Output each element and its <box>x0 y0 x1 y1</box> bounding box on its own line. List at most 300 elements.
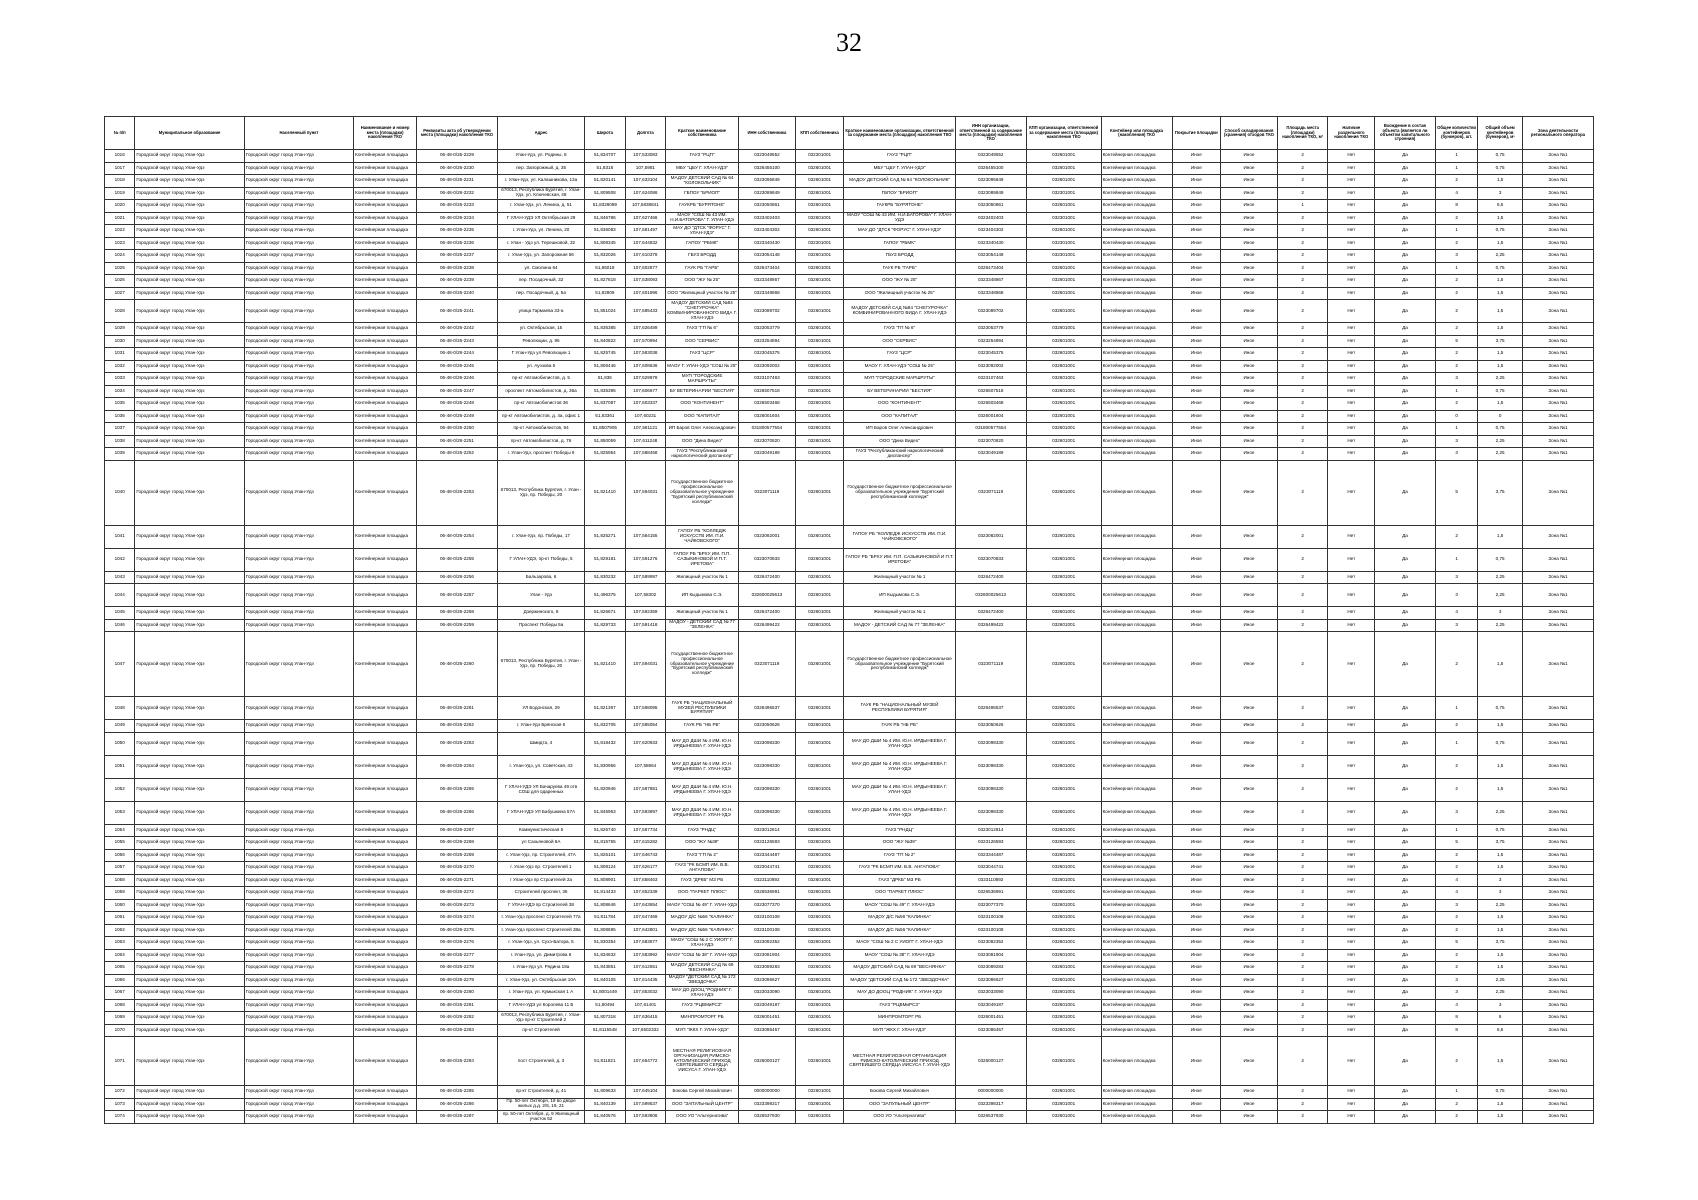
table-cell: Государственное бюджетное профессиональное образовательное учреждение "Бурятский республиканский колледж" <box>844 632 955 697</box>
table-cell: Контейнерная площадка <box>354 987 417 1000</box>
table-cell: Иное <box>1221 1037 1278 1086</box>
table-cell: Городской округ город Улан-Удэ <box>244 999 353 1012</box>
table-cell: Городской округ город Улан-Удэ <box>135 200 244 213</box>
table-row <box>105 287 1594 300</box>
table-cell: Городской округ город Улан-Удэ <box>244 212 353 225</box>
table-cell: Нет <box>1328 275 1375 288</box>
table-cell: 06-48-0/26-2266 <box>416 801 497 824</box>
table-cell: Иное <box>1172 348 1221 361</box>
table-cell: Нет <box>1328 1012 1375 1025</box>
table-cell: 107,592359 <box>625 607 666 620</box>
table-cell: 107,608636 <box>625 360 666 373</box>
table-cell: Нет <box>1328 335 1375 348</box>
table-cell: 06-48-0/26-2272 <box>416 887 497 900</box>
table-cell: 0323344487 <box>739 849 796 862</box>
table-cell: 0326499422 <box>739 619 796 632</box>
table-cell: 032601001 <box>1026 571 1101 584</box>
table-cell: 2 <box>1435 348 1478 361</box>
table-cell: 1067 <box>105 987 135 1000</box>
table-cell: Иное <box>1221 323 1278 336</box>
table-cell: Городской округ город Улан-Удэ <box>135 275 244 288</box>
table-cell: Нет <box>1328 150 1375 163</box>
table-cell: Зона №1 <box>1522 949 1593 962</box>
table-cell: Да <box>1375 423 1436 436</box>
table-cell: МАДОУ Д/С №56 "КАЛИНКА" <box>844 912 955 925</box>
table-cell: 032601001 <box>1026 755 1101 778</box>
table-cell: Иное <box>1172 755 1221 778</box>
table-cell: 06-48-0/26-2256 <box>416 571 497 584</box>
table-cell: 032601001 <box>1026 778 1101 801</box>
table-cell: улица Гармаева 33-а <box>497 300 584 323</box>
table-cell: 06-48-0/26-2287 <box>416 1111 497 1124</box>
table-cell: Да <box>1375 778 1436 801</box>
table-cell: 107,529978 <box>625 373 666 386</box>
table-cell: 0326503468 <box>955 398 1026 411</box>
table-cell: 06-48-0/26-2268 <box>416 837 497 850</box>
table-cell: 032601001 <box>1026 162 1101 175</box>
table-row <box>105 1111 1594 1124</box>
table-cell: 5 <box>1435 335 1478 348</box>
table-cell: Городской округ город Улан-Удэ <box>244 607 353 620</box>
table-cell: 0323082352 <box>739 937 796 950</box>
table-cell: Зона №1 <box>1522 225 1593 238</box>
table-cell: 1027 <box>105 287 135 300</box>
table-cell: Нет <box>1328 448 1375 461</box>
table-cell: Городской округ город Улан-Удэ <box>135 150 244 163</box>
table-cell: Зона №1 <box>1522 924 1593 937</box>
table-cell: Городской округ город Улан-Удэ <box>135 1111 244 1124</box>
table-cell: 107,652339 <box>625 887 666 900</box>
table-cell: Иное <box>1221 887 1278 900</box>
table-cell: 2 <box>1435 1111 1478 1124</box>
table-cell: 1,5 <box>1478 1098 1523 1111</box>
table-cell: Иное <box>1172 937 1221 950</box>
table-cell: 2 <box>1277 887 1328 900</box>
column-header: Контейнер или площадка (накопления) ТКО <box>1101 117 1172 150</box>
table-cell: МАУ ДО ДШИ № 4 ИМ. Ю.Н. ИРДЫНЕЕВА Г. УЛАН-УДЭ <box>666 778 739 801</box>
table-cell: 032601001 <box>795 212 844 225</box>
table-cell: 0323089702 <box>955 300 1026 323</box>
table-cell: Городской округ город Улан-Удэ <box>135 584 244 607</box>
table-cell: Улан-Удэ, ул. Родины, 8 <box>497 150 584 163</box>
table-cell: 51,811784 <box>585 912 626 925</box>
table-cell: 0326001451 <box>955 1012 1026 1025</box>
table-cell: 1,5 <box>1478 755 1523 778</box>
table-cell: Да <box>1375 1086 1436 1099</box>
table-cell: 032601001 <box>1026 525 1101 548</box>
table-cell: 032601001 <box>1026 150 1101 163</box>
table-cell: Да <box>1375 755 1436 778</box>
table-cell: 4 <box>1435 874 1478 887</box>
table-cell: 032601001 <box>795 619 844 632</box>
table-cell: 1 <box>1435 423 1478 436</box>
table-cell: 06-48-0/26-2271 <box>416 874 497 887</box>
table-cell: Зона №1 <box>1522 778 1593 801</box>
table-cell: 107,583992 <box>625 949 666 962</box>
table-cell: 2 <box>1277 335 1328 348</box>
table-cell: 032601001 <box>1026 460 1101 525</box>
table-cell: Да <box>1375 801 1436 824</box>
table-cell: Да <box>1375 250 1436 263</box>
table-cell: 032601001 <box>795 937 844 950</box>
table-cell: 2 <box>1277 837 1328 850</box>
table-cell: 2 <box>1435 398 1478 411</box>
table-cell: 0323340430 <box>739 237 796 250</box>
table-cell: Контейнерная площадка <box>354 360 417 373</box>
table-cell: 3 <box>1435 899 1478 912</box>
table-cell: ГАПОУ РБ "КОЛЛЕДЖ ИСКУССТВ ИМ. П.И. ЧАЙКОВСКОГО" <box>844 525 955 548</box>
table-cell: г. Улан-Удэ, ул. Сухэ-Батора, 5 <box>497 937 584 950</box>
table-cell: Да <box>1375 150 1436 163</box>
table-cell: 6,5 <box>1478 1024 1523 1037</box>
table-cell: г. Улан-Удэ пр. Строителей 1 <box>497 862 584 875</box>
table-cell: 1 <box>1435 162 1478 175</box>
table-cell: 1023 <box>105 237 135 250</box>
table-row <box>105 423 1594 436</box>
table-cell: Контейнерная площадка <box>354 435 417 448</box>
table-cell: Да <box>1375 385 1436 398</box>
table-cell: 06-48-0/26-2230 <box>416 162 497 175</box>
table-cell: Контейнерная площадка <box>354 385 417 398</box>
table-cell: 2 <box>1277 619 1328 632</box>
table-cell: 032601001 <box>1026 1012 1101 1025</box>
table-cell: Иное <box>1221 187 1278 200</box>
table-cell: 032601001 <box>795 1012 844 1025</box>
table-cell: Да <box>1375 732 1436 755</box>
table-cell: 06-48-0/26-2248 <box>416 398 497 411</box>
table-cell: 3,75 <box>1478 937 1523 950</box>
table-cell: 2 <box>1277 778 1328 801</box>
table-cell: Городской округ город Улан-Удэ <box>135 619 244 632</box>
table-cell: 0326507518 <box>955 385 1026 398</box>
column-header: КПП организации, ответственной за содержание места (площадки) накопления ТКО <box>1026 117 1101 150</box>
table-cell: 06-48-0/26-2261 <box>416 697 497 720</box>
table-cell: Городской округ город Улан-Удэ <box>244 175 353 188</box>
table-cell: ГАУЗ "Республиканский наркологический диспансер" <box>666 448 739 461</box>
table-cell: 032601001 <box>1026 423 1101 436</box>
table-row <box>105 874 1594 887</box>
table-cell: 06-48-0/26-2233 <box>416 200 497 213</box>
table-cell: Иное <box>1172 912 1221 925</box>
table-cell: Иное <box>1172 619 1221 632</box>
table-cell: 107,642801 <box>625 924 666 937</box>
table-cell: Контейнерная площадка <box>1101 373 1172 386</box>
table-cell: 0326536991 <box>739 887 796 900</box>
table-cell: Городской округ город Улан-Удэ <box>135 862 244 875</box>
table-cell: Коммунистическая 5 <box>497 824 584 837</box>
table-cell: Контейнерная площадка <box>1101 187 1172 200</box>
table-cell: 2 <box>1277 175 1328 188</box>
table-cell: 1,5 <box>1478 287 1523 300</box>
table-cell: Контейнерная площадка <box>354 584 417 607</box>
table-cell: Городской округ город Улан-Удэ <box>135 824 244 837</box>
table-cell: 107,633104 <box>625 175 666 188</box>
table-cell: 3 <box>1435 373 1478 386</box>
table-cell: 06-48-0/26-2238 <box>416 262 497 275</box>
table-cell: Контейнерная площадка <box>1101 874 1172 887</box>
column-header: Площадь места (площадки) накопления ТКО, м² <box>1277 117 1328 150</box>
table-cell: Зона №1 <box>1522 912 1593 925</box>
table-cell: Зона №1 <box>1522 632 1593 697</box>
table-cell: Городской округ город Улан-Удэ <box>244 348 353 361</box>
table-cell: МАДОУ ДЕТСКИЙ САД №84 "СНЕГУРОЧКА" КОМБИНИРОВАННОГО ВИДА Г. УЛАН-УДЭ <box>844 300 955 323</box>
table-cell: Нет <box>1328 874 1375 887</box>
table-cell: Контейнерная площадка <box>1101 237 1172 250</box>
table-cell: Зона №1 <box>1522 348 1593 361</box>
table-cell: 032601001 <box>795 1024 844 1037</box>
table-cell: Контейнерная площадка <box>354 619 417 632</box>
table-cell: 51,826740 <box>585 824 626 837</box>
table-cell: 0326455100 <box>739 162 796 175</box>
table-row <box>105 162 1594 175</box>
table-cell: Контейнерная площадка <box>1101 460 1172 525</box>
table-cell: 06-48-0/26-2286 <box>416 1098 497 1111</box>
table-cell: 2 <box>1277 237 1328 250</box>
table-cell: Городской округ город Улан-Удэ <box>244 410 353 423</box>
table-cell: 1068 <box>105 999 135 1012</box>
table-row <box>105 175 1594 188</box>
table-row <box>105 187 1594 200</box>
table-cell: Г УЛАН-УДЭ пр Строителей 38 <box>497 899 584 912</box>
table-cell: Нет <box>1328 460 1375 525</box>
table-cell: 0323089702 <box>739 300 796 323</box>
table-cell: 0323095849 <box>739 175 796 188</box>
table-cell: 2 <box>1435 849 1478 862</box>
table-cell: Городской округ город Улан-Удэ <box>135 262 244 275</box>
table-cell: 2 <box>1435 924 1478 937</box>
table-cell: Иное <box>1221 755 1278 778</box>
table-cell: 0323398317 <box>739 1098 796 1111</box>
table-cell: ГАУЗ "РК БСМП ИМ. В.В. АНГАПОВА" <box>844 862 955 875</box>
table-cell: БУ ВЕТЕРИНАРИИ "БЕСТИЯ" <box>666 385 739 398</box>
table-cell: 2 <box>1277 448 1328 461</box>
table-cell: Контейнерная площадка <box>1101 899 1172 912</box>
table-cell: Зона №1 <box>1522 385 1593 398</box>
table-cell: ООО УО "Альтернатива" <box>666 1111 739 1124</box>
table-cell: 1038 <box>105 435 135 448</box>
table-cell: Иное <box>1221 423 1278 436</box>
table-cell: 0 <box>1435 410 1478 423</box>
table-cell: 2 <box>1277 755 1328 778</box>
table-cell: Контейнерная площадка <box>354 423 417 436</box>
table-cell: 1,5 <box>1478 1037 1523 1086</box>
table-cell: ООО "ЗАПУЛЬНЫЙ ЦЕНТР" <box>844 1098 955 1111</box>
table-cell: 1 <box>1435 150 1478 163</box>
table-cell: Зона №1 <box>1522 1012 1593 1025</box>
table-cell: Контейнерная площадка <box>354 1037 417 1086</box>
table-row <box>105 837 1594 850</box>
table-cell: 107,60231 <box>625 410 666 423</box>
table-cell: 107,593897 <box>625 801 666 824</box>
table-cell: Иное <box>1221 1024 1278 1037</box>
table-cell: 06-48-0/26-2231 <box>416 175 497 188</box>
table-cell: 0323044741 <box>739 862 796 875</box>
table-cell: Иное <box>1172 373 1221 386</box>
column-header: Зона деятельности регионального оператора <box>1522 117 1593 150</box>
table-cell: Городской округ город Улан-Удэ <box>135 732 244 755</box>
table-cell: Контейнерная площадка <box>1101 548 1172 571</box>
table-cell: 2 <box>1277 874 1328 887</box>
table-cell: 2 <box>1277 373 1328 386</box>
table-row <box>105 410 1594 423</box>
table-cell: 1051 <box>105 755 135 778</box>
table-cell: 1 <box>1435 262 1478 275</box>
table-cell: Иное <box>1172 697 1221 720</box>
table-cell: Контейнерная площадка <box>354 448 417 461</box>
table-cell: Городской округ город Улан-Удэ <box>135 949 244 962</box>
table-cell: Нет <box>1328 435 1375 448</box>
table-cell: 032601001 <box>1026 619 1101 632</box>
table-cell: 2 <box>1277 360 1328 373</box>
table-cell: 2 <box>1435 360 1478 373</box>
table-cell: Контейнерная площадка <box>354 962 417 975</box>
table-cell: 51,845953 <box>585 801 626 824</box>
table-cell: 032601001 <box>1026 225 1101 238</box>
table-cell: Да <box>1375 999 1436 1012</box>
table-cell: Иное <box>1221 335 1278 348</box>
table-cell: 0323344487 <box>955 849 1026 862</box>
table-cell: Контейнерная площадка <box>354 250 417 263</box>
table-cell: Иное <box>1221 974 1278 987</box>
table-cell: 0323404302 <box>739 225 796 238</box>
table-cell: Иное <box>1221 899 1278 912</box>
table-cell: 1019 <box>105 187 135 200</box>
table-cell: Контейнерная площадка <box>1101 1012 1172 1025</box>
table-cell: Иное <box>1172 212 1221 225</box>
table-cell: Иное <box>1172 632 1221 697</box>
table-row <box>105 887 1594 900</box>
table-cell: Государственное бюджетное профессиональное образовательное учреждение "Бурятский республиканский колледж" <box>666 632 739 697</box>
table-cell: Контейнерная площадка <box>1101 525 1172 548</box>
table-cell: Да <box>1375 720 1436 733</box>
table-cell: Городской округ город Улан-Удэ <box>244 937 353 950</box>
table-cell: Нет <box>1328 949 1375 962</box>
table-cell: Нет <box>1328 360 1375 373</box>
table-cell: Иное <box>1172 237 1221 250</box>
table-cell: Контейнерная площадка <box>354 849 417 862</box>
table-cell: Зона №1 <box>1522 373 1593 386</box>
table-cell: Контейнерная площадка <box>354 778 417 801</box>
table-cell: 2 <box>1277 423 1328 436</box>
table-cell: 670013, Республика Бурятия, г. Улан-Удэ пр-кт Строителей 2 <box>497 1012 584 1025</box>
table-cell: Городской округ город Улан-Удэ <box>244 335 353 348</box>
table-cell: Контейнерная площадка <box>1101 632 1172 697</box>
table-cell: 032601001 <box>1026 632 1101 697</box>
table-cell: Иное <box>1221 619 1278 632</box>
table-cell: 51,821367 <box>585 697 626 720</box>
table-cell: 1026 <box>105 275 135 288</box>
table-cell: Да <box>1375 1012 1436 1025</box>
table-cell: 06-48-0/26-2242 <box>416 323 497 336</box>
table-cell: Иное <box>1172 924 1221 937</box>
table-cell: Иное <box>1221 999 1278 1012</box>
table-cell: Контейнерная площадка <box>1101 801 1172 824</box>
table-cell: 032601001 <box>795 250 844 263</box>
table-cell: пер. Посадочный, 32 <box>497 275 584 288</box>
table-cell: Иное <box>1221 225 1278 238</box>
table-cell: 3 <box>1435 448 1478 461</box>
table-cell: 107,645104 <box>625 1086 666 1099</box>
table-cell: 51,846786 <box>585 212 626 225</box>
table-cell: ГАУЗ "ГП № 6" <box>844 323 955 336</box>
table-cell: 0323049189 <box>739 448 796 461</box>
table-cell: 2 <box>1277 732 1328 755</box>
table-cell: Городской округ город Улан-Удэ <box>135 778 244 801</box>
table-cell: 51,829181 <box>585 548 626 571</box>
table-cell: Городской округ город Улан-Удэ <box>135 874 244 887</box>
table-cell: Контейнерная площадка <box>1101 697 1172 720</box>
table-cell: Зона №1 <box>1522 1024 1593 1037</box>
table-cell: 1058 <box>105 874 135 887</box>
table-cell: 032601001 <box>1026 584 1101 607</box>
table-row <box>105 801 1594 824</box>
table-cell: Зона №1 <box>1522 887 1593 900</box>
table-cell: Революции, д. 95 <box>497 335 584 348</box>
table-cell: 107,585054 <box>625 720 666 733</box>
table-cell: Городской округ город Улан-Удэ <box>244 525 353 548</box>
table-cell: МАОУ "СОШ № 43 ИМ. Н.И.БАТОРОВА" Г. УЛАН-УДЭ <box>666 212 739 225</box>
table-cell: Да <box>1375 323 1436 336</box>
table-cell: Нет <box>1328 899 1375 912</box>
table-cell: Иное <box>1172 999 1221 1012</box>
table-cell: 107,615282 <box>625 837 666 850</box>
table-cell: 032601001 <box>795 584 844 607</box>
table-cell: Контейнерная площадка <box>1101 275 1172 288</box>
table-cell: Нет <box>1328 632 1375 697</box>
table-cell: Да <box>1375 460 1436 525</box>
table-cell: 032601001 <box>1026 924 1101 937</box>
table-cell: МАУ ДО ДШИ № 4 ИМ. Ю.Н. ИРДЫНЕЕВА Г. УЛАН-УДЭ <box>844 801 955 824</box>
table-cell: Контейнерная площадка <box>1101 849 1172 862</box>
table-cell: Городской округ город Улан-Удэ <box>135 937 244 950</box>
table-cell: Иное <box>1221 410 1278 423</box>
table-cell: ГАУЗ "Республиканский наркологический диспансер" <box>844 448 955 461</box>
table-cell: ООО "Жилищный участок № 25" <box>844 287 955 300</box>
table-cell: 032601001 <box>1026 849 1101 862</box>
table-cell: г. Улан-Удэ, ул. Димитрова 6 <box>497 949 584 962</box>
table-cell: 06-48-0/26-2243 <box>416 335 497 348</box>
table-cell: Да <box>1375 187 1436 200</box>
table-cell: Контейнерная площадка <box>354 175 417 188</box>
table-cell: 3,75 <box>1478 837 1523 850</box>
table-cell: ГБПОУ "БРИОП" <box>844 187 955 200</box>
table-cell: Нет <box>1328 323 1375 336</box>
table-cell: Контейнерная площадка <box>354 548 417 571</box>
table-cell: 0323082001 <box>955 525 1026 548</box>
column-header: Краткое наименование организации, ответственной за содержание места (площадки) накопления ТКО <box>844 117 955 150</box>
table-cell: Иное <box>1221 1111 1278 1124</box>
table-cell: 032601001 <box>1026 448 1101 461</box>
table-cell: г. Улан-Удэ, проспект Победы 6 <box>497 448 584 461</box>
table-cell: г. Улан - Удэ ул. Терешковой, 32 <box>497 237 584 250</box>
table-cell: Иное <box>1172 200 1221 213</box>
table-cell: Иное <box>1172 335 1221 348</box>
table-cell: ООО "КОНТИНЕНТ" <box>666 398 739 411</box>
table-cell: 1,5 <box>1478 525 1523 548</box>
table-cell: Зона №1 <box>1522 862 1593 875</box>
table-cell: 06-48-0/26-2285 <box>416 1086 497 1099</box>
column-header: Реквизиты акта об утверждении места (площадки) накопления ТКО <box>416 117 497 150</box>
table-cell: 0,75 <box>1478 385 1523 398</box>
table-cell: 107,653032 <box>625 987 666 1000</box>
table-cell: Жилищный участок № 1 <box>844 607 955 620</box>
table-row <box>105 525 1594 548</box>
table-cell: Городской округ город Улан-Удэ <box>135 237 244 250</box>
table-cell: 032601001 <box>1026 1024 1101 1037</box>
table-cell: Нет <box>1328 1111 1375 1124</box>
table-cell: ГАУЗ "ГП № 2" <box>844 849 955 862</box>
table-cell: Городской округ город Улан-Удэ <box>244 874 353 887</box>
